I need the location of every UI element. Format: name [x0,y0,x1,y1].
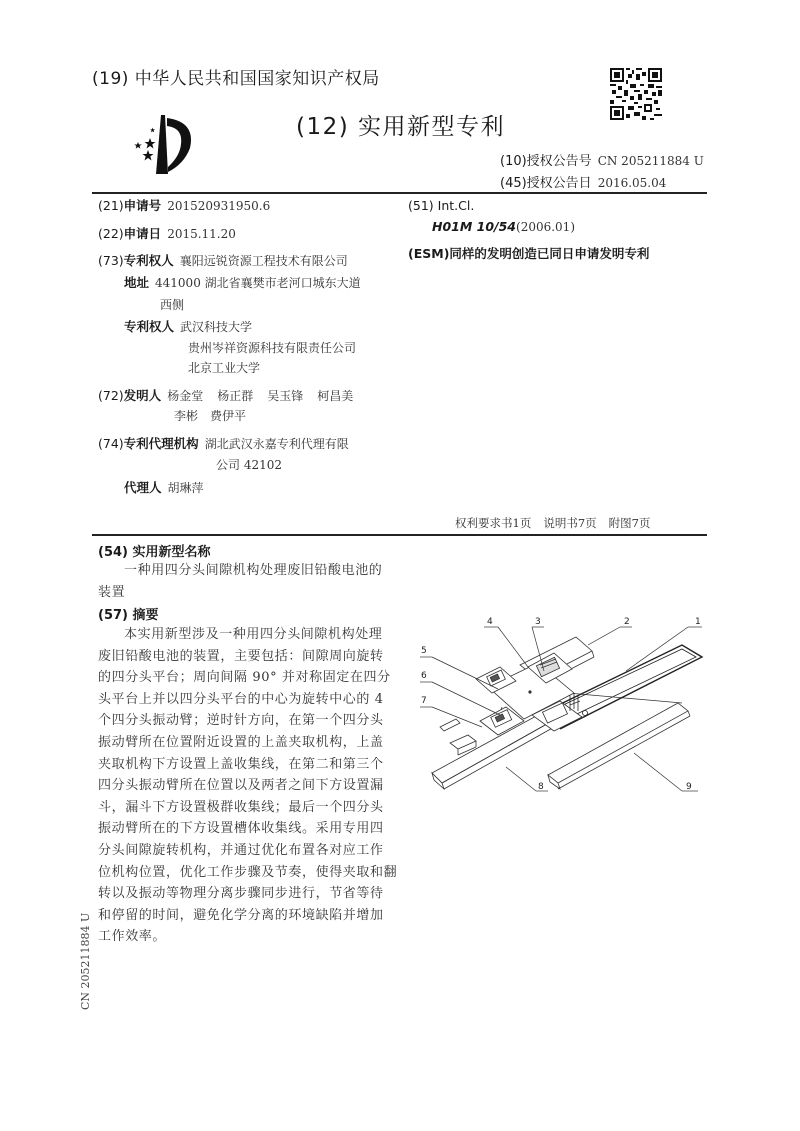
description-pages: 说明书7页 [543,516,597,530]
callout-3: 3 [535,617,541,627]
callout-7: 7 [421,696,427,706]
field-label: 专利代理机构 [123,436,199,451]
section-divider [92,534,707,536]
field-label: 地址 [124,275,150,290]
abstract-line: 工作效率。 [98,929,167,945]
application-number [98,198,270,214]
inventor-name: 李彬 [174,409,199,423]
claims-pages: 权利要求书1页 [455,516,532,530]
title-line: 一种用四分头间隙机构处理废旧铅酸电池的 [124,563,383,578]
field-code: (22) [98,226,124,241]
callout-8: 8 [538,782,544,792]
co-patentee [124,319,252,335]
field-label: 发明人 [123,388,162,403]
cnipa-logo-icon [128,112,198,178]
representative-drawing [420,615,710,815]
callout-9: 9 [686,782,692,792]
abstract-line: 斗，漏斗下方设置极群收集线；最后一个四分头 [98,799,384,815]
abstract-line: 本实用新型涉及一种用四分头间隙机构处理 [124,627,383,642]
side-publication-number: CN 205211884 U [79,912,92,1010]
field-code: (74) [98,436,124,451]
title-line: 装置 [98,584,126,600]
classification-code: H01M 10/54 [432,219,517,234]
abstract-line: 转以及振动等物理分离步骤同步进行，节省等待 [98,886,384,902]
field-value: 441000 湖北省襄樊市老河口城东大道 [155,276,361,290]
publication-date [500,172,666,191]
co-patentee-2 [188,340,356,356]
issuing-office: (19) 中华人民共和国国家知识产权局 [92,69,380,89]
abstract-line: 位机构位置，优化工作步骤及节奏，使得夹取和翻 [98,864,398,880]
field-value: 胡琳萍 [167,481,204,495]
publication-date-label: (45)授权公告日 [500,176,592,191]
abstract-line: 头平台上并以四分头平台的中心为旋转中心的 4 [98,691,384,707]
field-value: 201520931950.6 [167,199,271,213]
abstract-line: 废旧铅酸电池的装置，主要包括：间隙周向旋转 [98,648,384,664]
patent-agency [98,436,349,452]
abstract-line: 夹取机构下方设置上盖收集线，在第二和第三个 [98,756,384,772]
abstract-body [98,624,398,948]
field-value: 公司 42102 [216,458,282,472]
field-code: (72) [98,388,124,403]
field-label: 代理人 [124,480,162,495]
inventor-name: 费伊平 [210,409,247,423]
field-value: 北京工业大学 [188,361,261,375]
publication-number [500,150,704,169]
inventor-name: 吴玉锋 [267,389,304,403]
field-label: 申请号 [123,198,162,213]
address [124,275,361,291]
field-label: 专利权人 [123,253,174,268]
abstract-line: 和停留的时间，避免化学分离的环境缺陷并增加 [98,907,384,923]
abstract-line: 振动臂所在位置附近设置的上盖夹取机构，上盖 [98,734,384,750]
header-divider [92,192,707,194]
field-value: 襄阳远锐资源工程技术有限公司 [179,254,348,268]
field-code: (51) [408,198,434,213]
abstract-heading: (57) 摘要 [98,608,159,623]
publication-number-value: CN 205211884 U [597,154,704,168]
field-label: 申请日 [123,226,162,241]
patentee [98,253,348,269]
utility-model-title [98,560,398,603]
co-patentee-3 [188,360,260,376]
abstract-line: 振动臂所在的下方设置槽体收集线。采用专用四 [98,821,384,837]
abstract-line: 分头间隙旋转机构，并通过优化布置各对应工作 [98,842,384,858]
inventor-name: 柯昌美 [317,389,354,403]
title-heading: (54) 实用新型名称 [98,545,211,560]
abstract-line: 的四分头平台；周向间隔 90° 并对称固定在四分 [98,670,391,686]
qr-code-icon [610,68,662,120]
field-label: Int.Cl. [437,198,475,213]
inventors [98,388,353,404]
esm-note: (ESM)同样的发明创造已同日申请发明专利 [408,246,650,261]
page-counts [455,515,662,531]
callout-2: 2 [624,617,630,627]
abstract-line: 四分头振动臂所在位置以及两者之间下方设置漏 [98,778,384,794]
field-label: 专利权人 [124,319,175,334]
field-value: 武汉科技大学 [180,320,253,334]
inventor-name: 杨金堂 [167,389,204,403]
int-cl [408,198,474,214]
callout-1: 1 [695,617,701,627]
address-line2 [160,297,184,313]
agent [124,480,204,496]
field-code: (73) [98,253,124,268]
publication-date-value: 2016.05.04 [597,176,667,190]
patent-agency-line2 [216,457,282,473]
publication-number-label: (10)授权公告号 [500,154,592,169]
field-code: (21) [98,198,124,213]
int-cl-code [432,219,575,235]
callout-5: 5 [421,646,427,656]
classification-version: (2006.01) [516,220,576,234]
inventors-line2 [174,408,246,424]
drawing-pages: 附图7页 [608,516,651,530]
callout-4: 4 [487,617,493,627]
callout-6: 6 [421,671,427,681]
field-value: 2015.11.20 [167,227,236,241]
field-value: 湖北武汉永嘉专利代理有限 [204,437,349,451]
field-value: 贵州岑祥资源科技有限责任公司 [188,341,357,355]
document-type: (12) 实用新型专利 [296,114,506,140]
inventor-name: 杨正群 [217,389,254,403]
filing-date [98,226,236,242]
abstract-line: 个四分头振动臂；逆时针方向，在第一个四分头 [98,713,384,729]
field-value: 西侧 [160,298,185,312]
